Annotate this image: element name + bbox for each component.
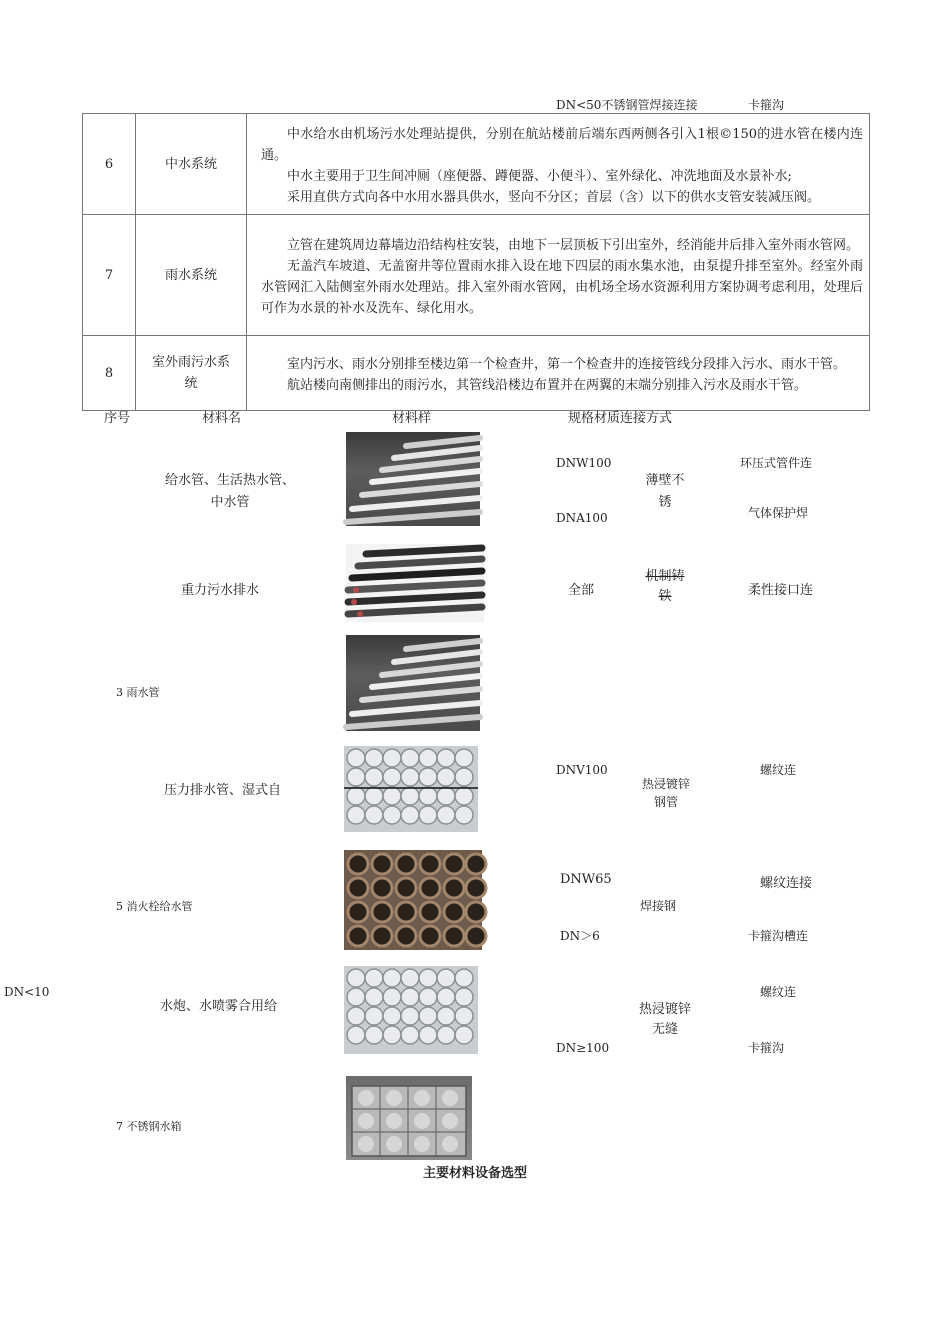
material-name: 压力排水管、湿式自 — [164, 783, 282, 798]
spec: DNV100 — [556, 763, 608, 777]
table-row — [83, 336, 870, 411]
material-name: 5 消火栓给水管 — [116, 900, 193, 913]
desc-paragraph: 中水给水由机场污水处理站提供，分别在航站楼前后端东西两侧各引入1根©150的进水管在楼内连通。 — [261, 127, 863, 163]
spec: 全部 — [568, 583, 595, 598]
table-row — [83, 114, 870, 215]
desc-paragraph: 无盖汽车坡道、无盖窗井等位置雨水排入设在地下四层的雨水集水池，由泵提升排至室外。经室外雨水管网汇入陆侧室外雨水处理站。排入室外雨水管网，由机场全场水资源利用方案协调考虑利用，处理后可作为水景的补水及洗车、绿化用水。 — [261, 259, 863, 316]
cast-iron-pipe-image — [346, 544, 484, 622]
spec-b: DN＞6 — [560, 929, 600, 943]
row-number: 6 — [83, 114, 136, 215]
join: 螺纹连 — [760, 763, 797, 777]
join-b: 卡箍沟槽连 — [748, 929, 809, 943]
header-spec-join: 规格材质连接方式 — [568, 411, 673, 426]
material-name: 3 雨水管 — [116, 686, 160, 699]
row-number: 8 — [83, 336, 136, 411]
join-b: 气体保护焊 — [748, 506, 809, 520]
material-type: 薄壁不锈 — [645, 473, 685, 510]
desc-paragraph: 室内污水、雨水分别排至楼边第一个检查井，第一个检查井的连接管线分段排入污水、雨水干管。 — [287, 357, 847, 372]
join-a: 环压式管件连 — [740, 456, 813, 470]
header-sample: 材料样 — [392, 411, 432, 426]
pipe-ends-icon — [344, 850, 482, 950]
desc-paragraph: 中水主要用于卫生间冲厕（座便器、蹲便器、小便斗）、室外绿化、冲洗地面及水景补水; — [287, 169, 792, 184]
steel-pipe-image — [346, 635, 480, 731]
system-description — [247, 336, 870, 411]
pipe-ends-icon — [344, 746, 478, 832]
material-type: 机制铸铁 — [645, 569, 685, 604]
spec-b: DNA100 — [556, 511, 608, 525]
system-description — [247, 215, 870, 336]
desc-paragraph: 航站楼向南侧排出的雨污水，其管线沿楼边布置并在两翼的末端分别排入污水及雨水干管。 — [287, 378, 808, 393]
material-type: 热浸镀锌钢管 — [641, 777, 690, 809]
desc-paragraph: 采用直供方式向各中水用水器具供水，竖向不分区；首层（含）以下的供水支管安装减压阀。 — [287, 190, 821, 205]
material-type: 焊接钢 — [640, 899, 677, 913]
system-description — [247, 114, 870, 215]
water-tank-icon — [346, 1076, 472, 1160]
material-type: 热浸镀锌无缝 — [638, 1002, 691, 1037]
spec-left: DN<10 — [4, 985, 50, 999]
pipe-bundle-icon — [346, 635, 480, 731]
galvanized-pipe-image — [344, 746, 478, 832]
spec-a: DNW65 — [560, 872, 612, 887]
system-name: 中水系统 — [136, 114, 247, 215]
top-join-fragment: 卡箍沟 — [748, 98, 785, 112]
spec: DN≥100 — [556, 1041, 610, 1055]
join-a: 螺纹连 — [760, 985, 797, 999]
steel-pipe-image — [346, 432, 480, 526]
spec-a: DNW100 — [556, 456, 612, 470]
header-no: 序号 — [104, 411, 131, 426]
galvanized-pipe-image — [344, 966, 478, 1054]
join: 柔性接口连 — [748, 583, 814, 598]
join-a: 螺纹连接 — [760, 876, 813, 891]
material-name: 重力污水排水 — [181, 583, 260, 598]
system-table — [82, 113, 870, 411]
welded-steel-pipe-image — [344, 850, 482, 950]
figure-caption: 主要材料设备选型 — [422, 1166, 527, 1181]
pipe-stack-icon — [346, 544, 484, 622]
pipe-bundle-icon — [346, 432, 480, 526]
table-row — [83, 215, 870, 336]
system-name: 雨水系统 — [136, 215, 247, 336]
material-name: 7 不锈钢水箱 — [116, 1120, 182, 1133]
join-b: 卡箍沟 — [748, 1041, 785, 1055]
stainless-water-tank-image — [346, 1076, 472, 1160]
row-number: 7 — [83, 215, 136, 336]
material-name: 水炮、水喷雾合用给 — [160, 999, 278, 1014]
system-name: 室外雨污水系统 — [136, 336, 247, 411]
top-spec-fragment: DN<50不锈钢管焊接连接 — [556, 98, 698, 112]
pipe-ends-icon — [344, 966, 478, 1054]
header-material-name: 材料名 — [202, 411, 242, 426]
material-name: 给水管、生活热水管、中水管 — [164, 473, 295, 510]
desc-paragraph: 立管在建筑周边幕墙边沿结构柱安装，由地下一层顶板下引出室外，经消能井后排入室外雨水管网。 — [287, 238, 860, 253]
